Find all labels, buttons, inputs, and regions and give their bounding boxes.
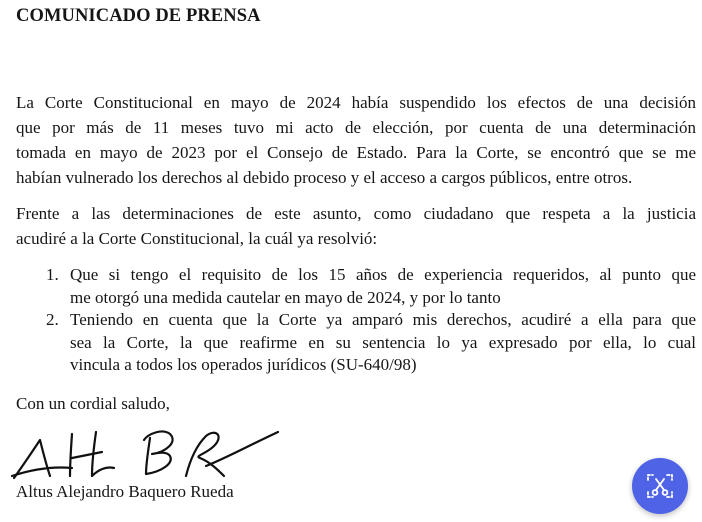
list-item-number: 1. (46, 265, 59, 284)
list-item-line: me otorgó una medida cautelar en mayo de 2024, y por lo tanto (70, 287, 501, 307)
handwritten-signature (10, 418, 300, 484)
paragraph-1 (16, 90, 696, 190)
paragraph-1-line: La Corte Constitucional en mayo de 2024 había suspendido los efectos de una decisión (16, 93, 696, 112)
paragraph-1-line: tomada en mayo de 2023 por el Consejo de Estado. Para la Corte, se encontró que se me (16, 143, 696, 162)
list-item-line: Que si tengo el requisito de los 15 años de experiencia requeridos, al punto que (70, 265, 696, 284)
closing-salutation: Con un cordial saludo, (16, 394, 170, 413)
list-item-line: vincula a todos los operados jurídicos (SU-640/98) (70, 355, 417, 374)
list-item-line: sea la Corte, la que reafirme en su sentencia lo ya expresado por ella, lo cual (70, 332, 696, 352)
paragraph-2-line: acudiré a la Corte Constitucional, la cuál ya resolvió: (16, 229, 378, 248)
document-title: COMUNICADO DE PRENSA (16, 6, 261, 26)
paragraph-2 (16, 201, 696, 251)
screenshot-scissors-icon (645, 471, 675, 501)
paragraph-1-line: habían vulnerado los derechos al debido proceso y el acceso a cargos públicos, entre otros. (16, 168, 633, 187)
signer-name: Altus Alejandro Baquero Rueda (16, 482, 234, 501)
paragraph-2-line: Frente a las determinaciones de este asunto, como ciudadano que respeta a la justicia (16, 204, 696, 223)
screenshot-fab-button[interactable] (632, 458, 688, 514)
list-item (46, 264, 696, 309)
list-item (46, 309, 696, 377)
numbered-list (46, 264, 696, 377)
list-item-line: Teniendo en cuenta que la Corte ya amparó mis derechos, acudiré a ella para que (70, 310, 696, 329)
list-item-number: 2. (46, 310, 59, 329)
paragraph-1-line: que por más de 11 meses tuvo mi acto de elección, por cuenta de una determinación (16, 118, 696, 137)
